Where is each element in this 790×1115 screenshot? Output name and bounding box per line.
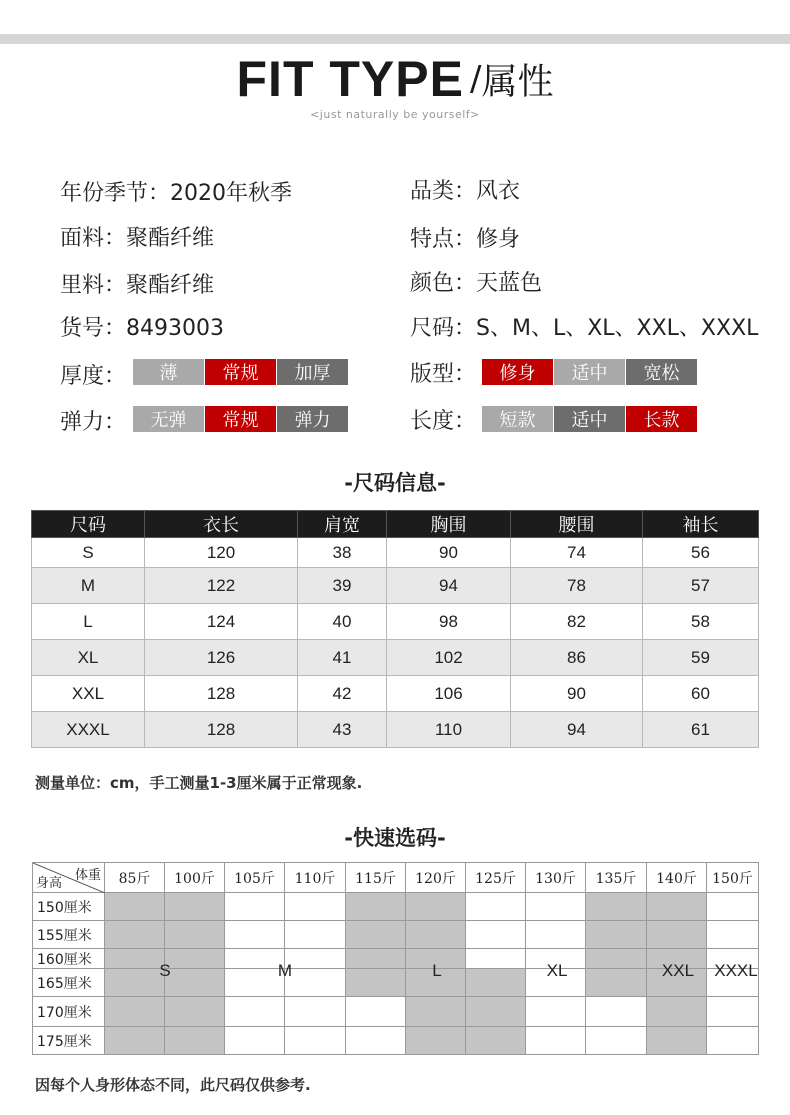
elasticity-option-stretch: 弹力 [277, 406, 348, 432]
size-grid-cell [346, 1027, 406, 1055]
table-cell: 42 [298, 676, 387, 712]
size-grid-cell [346, 921, 406, 949]
weight-header: 85斤 [105, 863, 165, 893]
table-cell: 124 [145, 604, 298, 640]
table-cell: 57 [643, 568, 759, 604]
size-grid-cell [285, 921, 346, 949]
top-divider-bar [0, 34, 790, 44]
height-row-label: 155厘米 [33, 921, 105, 949]
size-grid-cell [586, 949, 647, 969]
table-cell: 94 [511, 712, 643, 748]
table-cell: M [32, 568, 145, 604]
size-zone-label: S [159, 961, 171, 980]
size-grid-cell [346, 997, 406, 1027]
size-grid-cell [526, 893, 586, 921]
elasticity-option-regular: 常规 [205, 406, 276, 432]
size-grid-cell [586, 1027, 647, 1055]
header-sleeve: 袖长 [643, 511, 759, 538]
size-zone-label: XXL [661, 961, 695, 980]
size-grid-cell [707, 893, 759, 921]
table-cell: XXXL [32, 712, 145, 748]
attr-category: 品类：风衣 [410, 179, 521, 204]
attr-lining: 里料：聚酯纤维 [60, 273, 215, 298]
size-grid-cell [466, 893, 526, 921]
height-row-label: 165厘米 [33, 969, 105, 997]
weight-header: 105斤 [225, 863, 285, 893]
table-cell: 56 [643, 538, 759, 568]
table-cell: 122 [145, 568, 298, 604]
table-cell: 38 [298, 538, 387, 568]
size-grid-cell [285, 969, 346, 997]
table-cell: 120 [145, 538, 298, 568]
quick-select-title: -快速选码- [344, 826, 446, 850]
thickness-option-thin: 薄 [133, 359, 204, 385]
elasticity-label: 弹力： [60, 410, 127, 435]
header-size: 尺码 [32, 511, 145, 538]
size-grid-cell [466, 921, 526, 949]
table-row [32, 604, 759, 640]
size-grid-cell [285, 949, 346, 969]
size-grid-cell [707, 921, 759, 949]
header-shoulder: 肩宽 [298, 511, 387, 538]
attr-season: 年份季节：2020年秋季 [60, 181, 292, 206]
size-grid-cell [526, 921, 586, 949]
size-grid-cell [105, 921, 165, 949]
table-cell: L [32, 604, 145, 640]
height-row-label: 175厘米 [33, 1027, 105, 1055]
size-grid-cell [406, 997, 466, 1027]
size-grid-cell [285, 893, 346, 921]
size-grid-cell [165, 949, 225, 969]
size-grid-cell [105, 969, 165, 997]
table-cell: 90 [511, 676, 643, 712]
attr-feature: 特点：修身 [410, 227, 521, 252]
table-cell: 41 [298, 640, 387, 676]
table-cell: 60 [643, 676, 759, 712]
size-grid-cell [406, 893, 466, 921]
table-cell: 58 [643, 604, 759, 640]
header-waist: 腰围 [511, 511, 643, 538]
size-grid-cell [707, 997, 759, 1027]
table-row [32, 568, 759, 604]
size-grid-cell [406, 1027, 466, 1055]
table-cell: 74 [511, 538, 643, 568]
table-cell: S [32, 538, 145, 568]
fit-option-slim: 修身 [482, 359, 553, 385]
height-row-label: 150厘米 [33, 893, 105, 921]
table-row [32, 538, 759, 568]
size-grid-cell [285, 1027, 346, 1055]
size-grid-cell [586, 969, 647, 997]
table-cell: 82 [511, 604, 643, 640]
size-grid-cell [586, 921, 647, 949]
weight-header: 115斤 [346, 863, 406, 893]
size-grid-cell [406, 921, 466, 949]
thickness-rating [133, 359, 349, 385]
size-grid-cell [105, 997, 165, 1027]
table-cell: 128 [145, 712, 298, 748]
grid-corner-cell [33, 863, 105, 893]
table-row [32, 712, 759, 748]
quick-select-grid [32, 862, 759, 1055]
table-cell: 39 [298, 568, 387, 604]
fit-rating [482, 359, 698, 385]
measurement-note: 测量单位：cm，手工测量1-3厘米属于正常现象. [35, 774, 363, 792]
corner-height-label: 身高 [36, 876, 63, 891]
size-grid-cell [165, 997, 225, 1027]
size-grid-cell [647, 893, 707, 921]
table-row [32, 676, 759, 712]
size-grid-cell [225, 1027, 285, 1055]
corner-weight-label: 体重 [74, 868, 101, 883]
size-grid-cell [526, 1027, 586, 1055]
weight-header: 110斤 [285, 863, 346, 893]
title-chinese: 属性 [481, 61, 554, 103]
size-info-table [31, 510, 759, 748]
elasticity-option-none: 无弹 [133, 406, 204, 432]
size-grid-cell [466, 997, 526, 1027]
size-grid-cell [105, 1027, 165, 1055]
size-table-header-row [32, 511, 759, 538]
table-cell: 43 [298, 712, 387, 748]
size-grid-cell [165, 1027, 225, 1055]
fit-option-loose: 宽松 [626, 359, 697, 385]
size-info-title: -尺码信息- [344, 471, 446, 495]
table-cell: 40 [298, 604, 387, 640]
length-option-long: 长款 [626, 406, 697, 432]
size-grid-cell [165, 921, 225, 949]
size-grid-cell [466, 969, 526, 997]
header-chest: 胸围 [387, 511, 511, 538]
size-grid-cell [225, 969, 285, 997]
weight-header: 130斤 [526, 863, 586, 893]
table-cell: XXL [32, 676, 145, 712]
thickness-option-thick: 加厚 [277, 359, 348, 385]
table-cell: 78 [511, 568, 643, 604]
table-cell: 106 [387, 676, 511, 712]
length-option-medium: 适中 [554, 406, 625, 432]
attr-color: 颜色：天蓝色 [410, 271, 543, 296]
header-length: 衣长 [145, 511, 298, 538]
table-cell: 86 [511, 640, 643, 676]
height-row-label: 160厘米 [33, 949, 105, 969]
size-grid-cell [225, 921, 285, 949]
size-grid-cell [466, 949, 526, 969]
table-cell: 102 [387, 640, 511, 676]
attr-fabric: 面料：聚酯纤维 [60, 226, 215, 251]
size-grid-cell [165, 969, 225, 997]
table-cell: 59 [643, 640, 759, 676]
size-grid-cell [586, 997, 647, 1027]
weight-header: 100斤 [165, 863, 225, 893]
table-cell: 98 [387, 604, 511, 640]
weight-header: 120斤 [406, 863, 466, 893]
table-cell: 128 [145, 676, 298, 712]
size-grid-cell [466, 1027, 526, 1055]
fit-option-moderate: 适中 [554, 359, 625, 385]
table-cell: 110 [387, 712, 511, 748]
size-grid-cell [225, 893, 285, 921]
thickness-option-regular: 常规 [205, 359, 276, 385]
fit-label: 版型： [410, 362, 477, 387]
table-row [32, 640, 759, 676]
thickness-label: 厚度： [60, 364, 127, 389]
length-option-short: 短款 [482, 406, 553, 432]
size-zone-label: XXXL [714, 961, 758, 980]
size-grid-cell [105, 949, 165, 969]
attr-sizes: 尺码：S、M、L、XL、XXL、XXXL [410, 316, 759, 341]
weight-header: 150斤 [707, 863, 759, 893]
size-grid-cell [225, 997, 285, 1027]
table-cell: XL [32, 640, 145, 676]
weight-header: 140斤 [647, 863, 707, 893]
table-cell: 61 [643, 712, 759, 748]
elasticity-rating [133, 406, 349, 432]
size-grid-cell [586, 893, 647, 921]
title-english: FIT TYPE [236, 51, 464, 107]
title-separator: / [469, 59, 482, 99]
size-grid-cell [346, 949, 406, 969]
size-grid-cell [707, 1027, 759, 1055]
size-grid-cell [647, 921, 707, 949]
length-rating [482, 406, 698, 432]
size-grid-cell [647, 997, 707, 1027]
size-zone-label: XL [546, 961, 568, 980]
size-grid-cell [285, 997, 346, 1027]
weight-header: 125斤 [466, 863, 526, 893]
size-grid-cell [105, 893, 165, 921]
reference-note: 因每个人身形体态不同，此尺码仅供参考. [35, 1076, 311, 1094]
weight-header: 135斤 [586, 863, 647, 893]
attr-item-number: 货号：8493003 [60, 316, 224, 341]
table-cell: 94 [387, 568, 511, 604]
size-grid-cell [225, 949, 285, 969]
page-title [0, 50, 790, 108]
size-grid-cell [526, 997, 586, 1027]
table-cell: 126 [145, 640, 298, 676]
page-subtitle: <just naturally be yourself> [310, 108, 480, 121]
table-cell: 90 [387, 538, 511, 568]
size-grid-cell [346, 969, 406, 997]
size-grid-cell [647, 1027, 707, 1055]
size-zone-label: L [432, 961, 442, 980]
size-grid-cell [346, 893, 406, 921]
length-label: 长度： [410, 409, 477, 434]
height-row-label: 170厘米 [33, 997, 105, 1027]
size-grid-cell [165, 893, 225, 921]
size-zone-label: M [277, 961, 293, 980]
